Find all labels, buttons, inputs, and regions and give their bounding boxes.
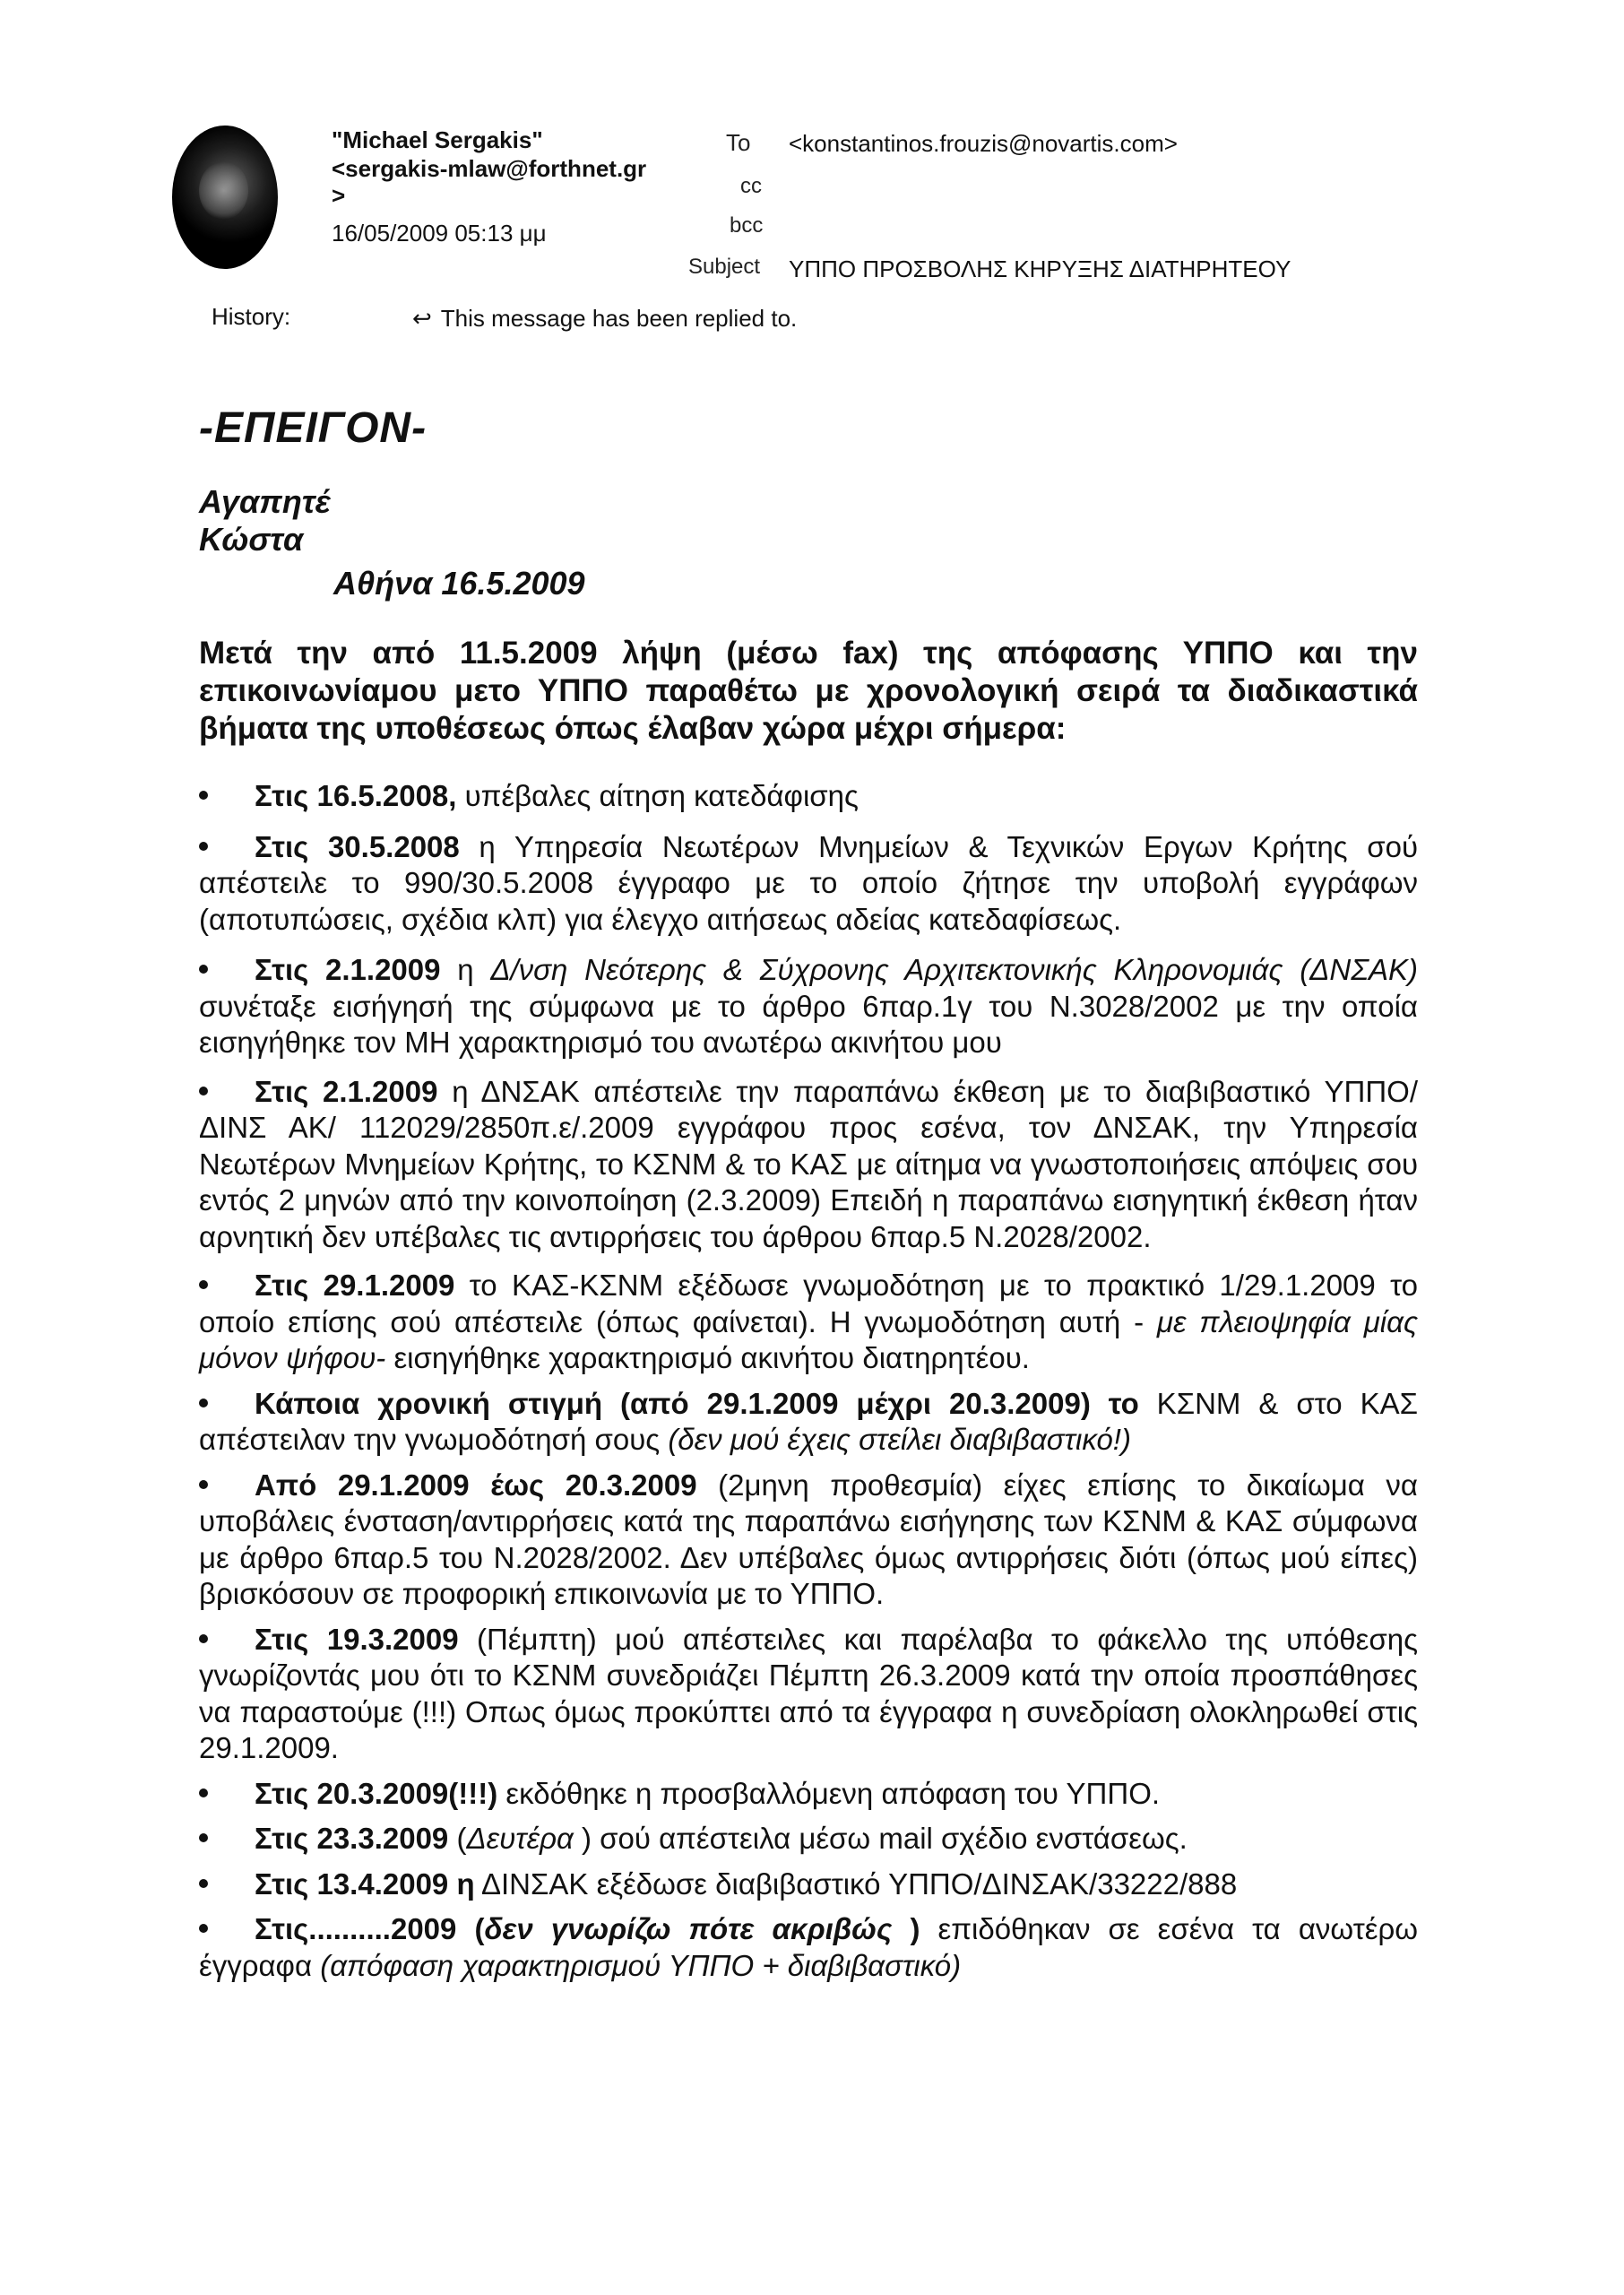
list-item: Στις 29.1.2009 το ΚΑΣ-ΚΣΝΜ εξέδωσε γνωμοδότηση με το πρακτικό 1/29.1.2009 το οποίο επίσης σού απέστειλε (όπως φαίνεται). Η γνωμοδότηση αυτή - με πλειοψηφία μίας μόνον ψήφου- εισηγήθηκε χαρακτηρισμό ακινήτου διατηρητέου. bbox=[199, 1269, 1418, 1374]
sent-date: 16/05/2009 05:13 μμ bbox=[332, 220, 547, 247]
bcc-label: bcc bbox=[730, 213, 764, 238]
cc-label: cc bbox=[740, 174, 762, 198]
history-status bbox=[412, 305, 797, 333]
list-item: Στις..........2009 (δεν γνωρίζω πότε ακριβώς ) επιδόθηκαν σε εσένα τα ανωτέρω έγγραφα (απόφαση χαρακτηρισμού ΥΠΠΟ + διαβιβαστικό) bbox=[199, 1912, 1418, 1982]
bullet-icon bbox=[199, 1833, 208, 1842]
sender-email-close: > bbox=[332, 182, 346, 209]
list-item: Στις 19.3.2009 (Πέμπτη) μού απέστειλες και παρέλαβα το φάκελλο της υπόθεσης γνωρίζοντάς μου ότι το ΚΣΝΜ συνεδριάζει Πέμπτη 26.3.2009 κατά την οποία προσπάθησες να παραστούμε (!!!) Οπως όμως προκύπτει από τα έγγραφα η συνεδρίαση ολοκληρωθεί στις 29.1.2009. bbox=[199, 1622, 1418, 1764]
list-item: Στις 2.1.2009 η ΔΝΣΑΚ απέστειλε την παραπάνω έκθεση με το διαβιβαστικό ΥΠΠΟ/ΔΙΝΣ ΑΚ/ 112029/2850π.ε/.2009 εγγράφου προς εσένα, τον ΔΝΣΑΚ, την Υπηρεσία Νεωτέρων Μνημείων Κρήτης, το ΚΣΝΜ & το ΚΑΣ με αίτημα να γνωστοποιήσεις απόψεις σου εντός 2 μηνών από την κοινοποίηση (2.3.2009) Επειδή η παραπάνω εισηγητική έκθεση ήταν αρνητική δεν υπέβαλες τις αντιρρήσεις του άρθρου 6παρ.5 Ν.2028/2002. bbox=[199, 1074, 1419, 1253]
greeting-line-2: Κώστα bbox=[199, 521, 304, 558]
bullet-icon bbox=[199, 1399, 208, 1407]
urgent-heading: -ΕΠΕΙΓΟΝ- bbox=[199, 404, 428, 452]
bullet-icon bbox=[199, 1280, 208, 1289]
list-item: Στις 23.3.2009 (Δευτέρα ) σού απέστειλα μέσω mail σχέδιο ενστάσεως. bbox=[199, 1821, 1418, 1858]
list-item: Από 29.1.2009 έως 20.3.2009 (2μηνη προθεσμία) είχες επίσης το δικαίωμα να υποβάλεις ένσταση/αντιρρήσεις κατά της παραπάνω εισήγησης των ΚΣΝΜ & ΚΑΣ σύμφωνα με άρθρο 6παρ.5 του Ν.2028/2002. Δεν υπέβαλες όμως αντιρρήσεις διότι (όπως μού είπες) βρισκόσουν σε προφορική επικοινωνία με το ΥΠΠΟ. bbox=[199, 1468, 1418, 1610]
list-item: Κάποια χρονική στιγμή (από 29.1.2009 μέχρι 20.3.2009) το ΚΣΝΜ & στο ΚΑΣ απέστειλαν την γνωμοδότησή σους (δεν μού έχεις στείλει διαβιβαστικό!) bbox=[199, 1386, 1418, 1456]
history-text: This message has been replied to. bbox=[440, 305, 798, 332]
to-label: To bbox=[726, 129, 751, 156]
bullet-icon bbox=[199, 965, 208, 974]
list-item: Στις 13.4.2009 η ΔΙΝΣΑΚ εξέδωσε διαβιβαστικό ΥΠΠΟ/ΔΙΝΣΑΚ/33222/888 bbox=[199, 1866, 1418, 1903]
list-item: Στις 20.3.2009(!!!) εκδόθηκε η προσβαλλόμενη απόφαση του ΥΠΠΟ. bbox=[199, 1776, 1418, 1813]
list-item: Στις 2.1.2009 η Δ/νση Νεότερης & Σύχρονης Αρχιτεκτονικής Κληρονομιάς (ΔΝΣΑΚ) συνέταξε εισήγησή της σύμφωνα με το άρθρο 6παρ.1γ του Ν.3028/2002 με την οποία εισηγήθηκε τον ΜΗ χαρακτηρισμό του ανωτέρω ακινήτου μου bbox=[199, 953, 1418, 1059]
reply-icon: ↩ bbox=[412, 305, 432, 332]
history-label: History: bbox=[212, 303, 291, 330]
bullet-icon bbox=[199, 1087, 208, 1096]
timeline-list bbox=[199, 778, 1418, 1984]
bullet-icon bbox=[199, 842, 208, 851]
sender-email: <sergakis-mlaw@forthnet.gr bbox=[332, 155, 647, 182]
sender-name: "Michael Sergakis" bbox=[332, 126, 543, 153]
place-date: Αθήνα 16.5.2009 bbox=[333, 565, 585, 602]
bullet-icon bbox=[199, 1924, 208, 1933]
bullet-icon bbox=[199, 1788, 208, 1797]
to-value[interactable]: <konstantinos.frouzis@novartis.com> bbox=[789, 130, 1178, 157]
bullet-icon bbox=[199, 1634, 208, 1643]
bullet-icon bbox=[199, 1480, 208, 1489]
list-item: Στις 16.5.2008, υπέβαλες αίτηση κατεδάφισης bbox=[199, 778, 1418, 815]
subject-value: ΥΠΠΟ ΠΡΟΣΒΟΛΗΣ ΚΗΡΥΞΗΣ ΔΙΑΤΗΡΗΤΕΟΥ bbox=[789, 255, 1291, 282]
sender-avatar bbox=[172, 126, 278, 269]
greeting-line-1: Αγαπητέ bbox=[199, 483, 331, 520]
intro-paragraph: Μετά την από 11.5.2009 λήψη (μέσω fax) της απόφασης ΥΠΠΟ και την επικοινωνίαμου μετο ΥΠΠΟ παραθέτω με χρονολογική σειρά τα διαδικαστικά βήματα της υποθέσεως όπως έλαβαν χώρα μέχρι σήμερα: bbox=[199, 636, 1418, 746]
bullet-icon bbox=[199, 791, 208, 800]
subject-label: Subject bbox=[688, 255, 761, 279]
bullet-icon bbox=[199, 1879, 208, 1888]
list-item: Στις 30.5.2008 η Υπηρεσία Νεωτέρων Μνημείων & Τεχνικών Εργων Κρήτης σού απέστειλε το 990/30.5.2008 έγγραφο με το οποίο ζήτησε την υποβολή εγγράφων (αποτυπώσεις, σχέδια κλπ) για έλεγχο αιτήσεως αδείας κατεδαφίσεως. bbox=[199, 829, 1418, 936]
